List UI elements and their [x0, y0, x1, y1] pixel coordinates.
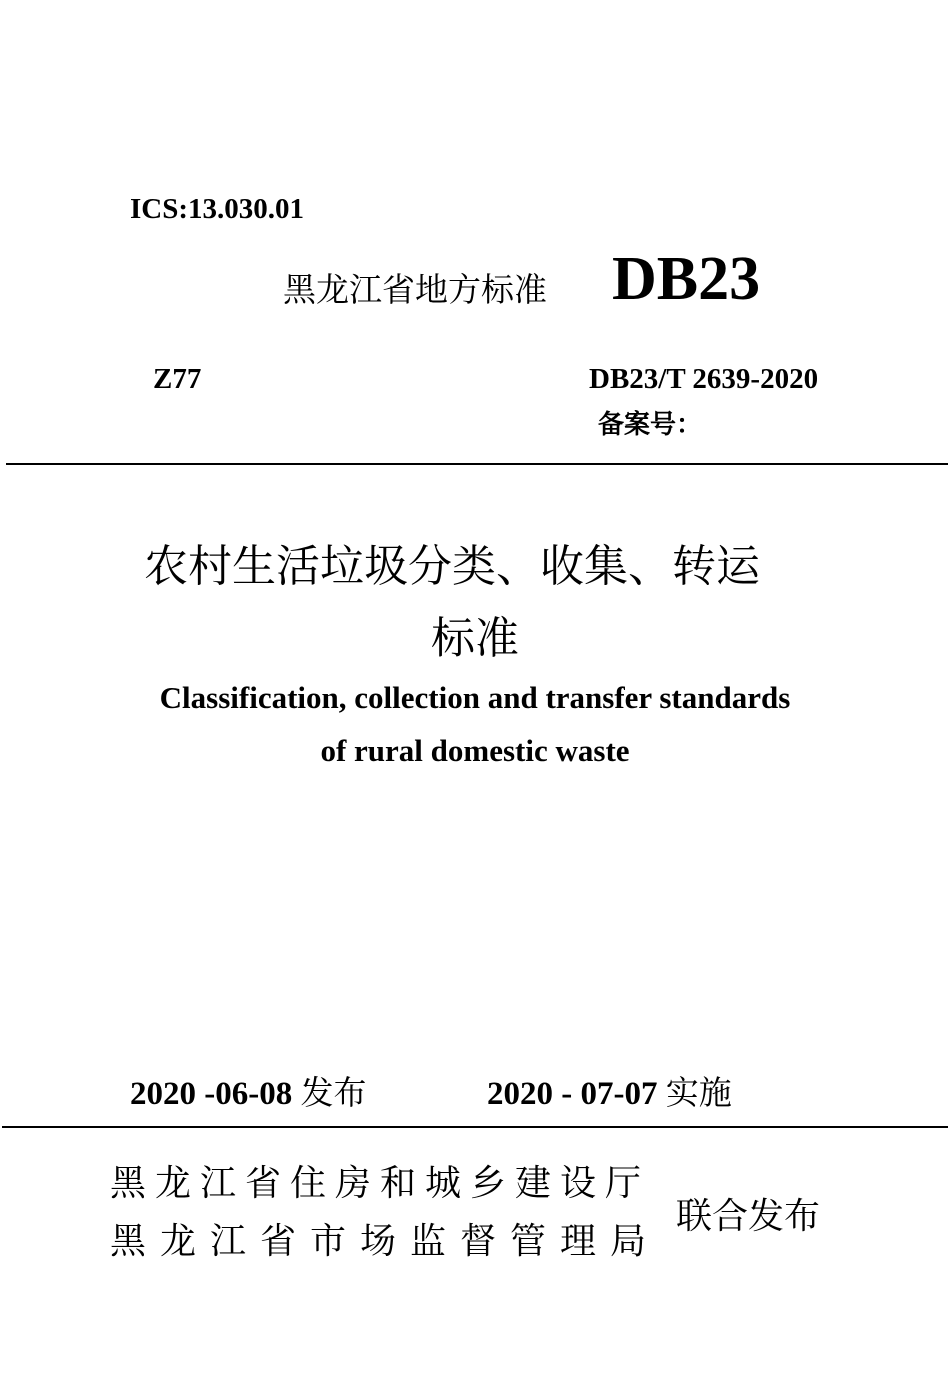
title-en-line1: Classification, collection and transfer standards — [159, 680, 791, 715]
implement-date-value: 2020 - 07-07 — [487, 1076, 658, 1112]
issue-date-label: 发布 — [300, 1073, 367, 1112]
implement-date-label: 实施 — [665, 1073, 732, 1112]
title-cn-line2: 标准 — [431, 613, 519, 664]
issue-date-value: 2020 -06-08 — [130, 1076, 293, 1112]
standard-number: DB23/T 2639-2020 — [589, 363, 819, 395]
title-cn-line1 — [0, 530, 950, 594]
ccs-code: Z77 — [153, 363, 202, 395]
standard-type: 黑龙江省地方标准 — [283, 270, 547, 309]
joint-publish-label: 联合发布 — [676, 1196, 821, 1237]
publisher-market-regulation: 黑龙江省市场监督管理局 — [110, 1221, 661, 1262]
title-en-line2: of rural domestic waste — [320, 733, 630, 768]
top-divider — [6, 463, 948, 465]
publisher-housing-dept: 黑龙江省住房和城乡建设厅 — [110, 1163, 651, 1204]
filing-number-label: 备案号： — [598, 410, 703, 440]
bottom-divider — [2, 1126, 948, 1128]
issue-date — [130, 1067, 366, 1114]
ics-code: ICS:13.030.01 — [130, 193, 305, 225]
title-cn-line1-text: 农村生活垃圾分类、收集、转运 — [144, 541, 760, 592]
implement-date — [487, 1067, 732, 1114]
db-code: DB23 — [612, 245, 761, 313]
